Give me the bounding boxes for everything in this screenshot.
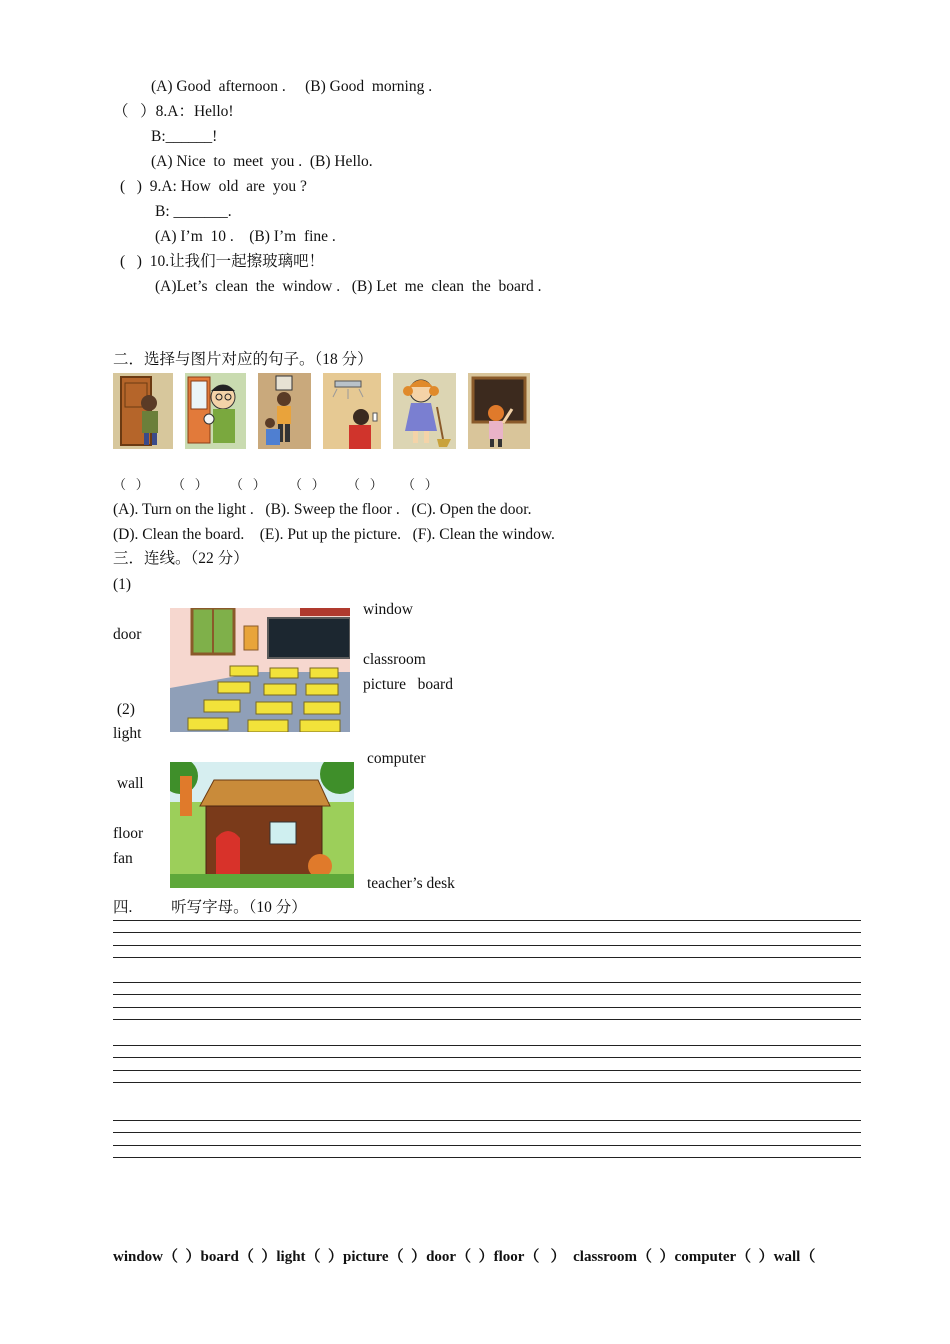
writing-line bbox=[113, 1070, 861, 1071]
turn-on-light-picture bbox=[323, 373, 381, 449]
writing-line bbox=[113, 1057, 861, 1058]
section2-heading: 二．选择与图片对应的句子。（18 分） bbox=[113, 351, 373, 368]
answer-bracket: （ ） bbox=[347, 477, 383, 492]
right-word-classroom: classroom bbox=[363, 651, 426, 668]
put-up-picture-picture bbox=[258, 373, 311, 449]
answer-bracket: （ ） bbox=[113, 477, 149, 492]
left-word-wall: wall bbox=[113, 775, 144, 792]
writing-line bbox=[113, 945, 861, 946]
open-door-picture bbox=[113, 373, 173, 449]
sentence-options-line1: (A). Turn on the light . (B). Sweep the floor . (C). Open the door. bbox=[113, 501, 532, 518]
left-word-floor: floor bbox=[113, 825, 144, 842]
footer-word-list: window（ ）board（ ）light（ ）picture（ ）door（ ）floor（ ） classroom（ ）computer（ ）wall（ bbox=[113, 1249, 816, 1265]
writing-line bbox=[113, 920, 861, 921]
right-word-computer: computer bbox=[367, 750, 426, 767]
answer-bracket: （ ） bbox=[289, 477, 325, 492]
q8-answer-line: B:______! bbox=[151, 128, 218, 145]
section3-heading: 三．连线。（22 分） bbox=[113, 550, 249, 567]
writing-line bbox=[113, 932, 861, 933]
q9-stem: ( ) 9.A: How old are you ? bbox=[120, 178, 307, 195]
answer-bracket: （ ） bbox=[230, 477, 266, 492]
writing-line bbox=[113, 1082, 861, 1083]
left-word-fan: fan bbox=[113, 850, 133, 867]
q10-options: (A)Let’s clean the window . (B) Let me clean the board . bbox=[155, 278, 542, 295]
writing-line bbox=[113, 1157, 861, 1158]
right-word-picture-board: picture board bbox=[363, 676, 453, 693]
answer-bracket: （ ） bbox=[402, 477, 438, 492]
writing-line bbox=[113, 1045, 861, 1046]
left-word-light: light bbox=[113, 725, 142, 742]
q8-options: (A) Nice to meet you . (B) Hello. bbox=[151, 153, 373, 170]
section4-heading: 四. 听写字母。（10 分） bbox=[113, 899, 307, 916]
writing-line bbox=[113, 1120, 861, 1121]
part1-label: (1) bbox=[113, 576, 132, 593]
clean-board-picture bbox=[468, 373, 530, 449]
q10-stem: ( ) 10.让我们一起擦玻璃吧！ bbox=[120, 253, 325, 270]
q8-stem: （ ）8.A：Hello! bbox=[113, 103, 234, 120]
writing-line bbox=[113, 1007, 861, 1008]
writing-line bbox=[113, 994, 861, 995]
left-word-door: door bbox=[113, 626, 142, 643]
q7-options: (A) Good afternoon . (B) Good morning . bbox=[151, 78, 433, 95]
writing-line bbox=[113, 957, 861, 958]
q9-answer-line: B: _______. bbox=[155, 203, 232, 220]
writing-line bbox=[113, 1132, 861, 1133]
answer-bracket: （ ） bbox=[172, 477, 208, 492]
sweep-floor-picture bbox=[393, 373, 456, 449]
writing-line bbox=[113, 1145, 861, 1146]
house-picture bbox=[170, 762, 354, 888]
writing-line bbox=[113, 1019, 861, 1020]
clean-window-picture bbox=[185, 373, 246, 449]
classroom-picture bbox=[170, 608, 350, 732]
right-word-teachers-desk: teacher’s desk bbox=[367, 875, 455, 892]
part2-label: (2) bbox=[113, 701, 135, 718]
right-word-window: window bbox=[363, 601, 413, 618]
writing-line bbox=[113, 982, 861, 983]
sentence-options-line2: (D). Clean the board. (E). Put up the picture. (F). Clean the window. bbox=[113, 526, 555, 543]
q9-options: (A) I’m 10 . (B) I’m fine . bbox=[155, 228, 336, 245]
